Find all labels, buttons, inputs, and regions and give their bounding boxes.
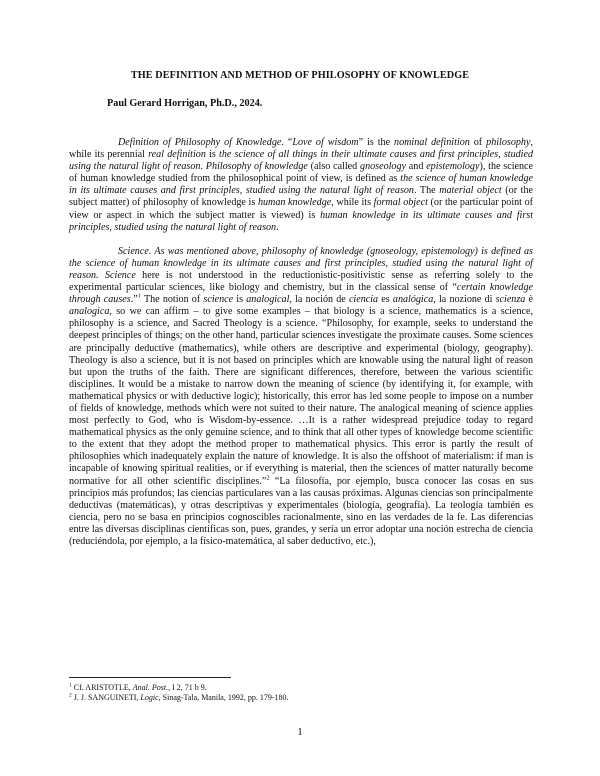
page-number: 1 (297, 726, 303, 738)
footnotes (69, 683, 533, 704)
text-span: is (205, 149, 220, 161)
footnote-1 (69, 683, 533, 693)
text-span: , Sinag-Tala, Manila, 1992, pp. 179-180. (158, 693, 289, 703)
text-span: (also called (307, 161, 361, 173)
text-span: human knowledge in its ultimate causes and first principles, studied using the natural light of reason (69, 209, 533, 233)
text-span: The notion of (140, 294, 204, 306)
footnote-divider (69, 677, 231, 678)
paragraph-definition (69, 137, 533, 234)
text-span: , I 2, 71 b 9. (168, 683, 207, 692)
text-span: scienza (495, 294, 526, 306)
text-span: philosophy (486, 137, 531, 148)
footnote-number: 1 (69, 682, 72, 689)
text-span: analogica (69, 306, 110, 318)
text-span: ciencia (348, 294, 379, 306)
text-span: Philosophy of knowledge (205, 161, 308, 173)
body-text (69, 137, 533, 560)
text-span: “La filosofía, por ejemplo, busca conocer las cosas en sus principios más profundos; las ciencias particulares van a las causas próximas. Algunas ciencias son principalmente deductivas (matemáticas), y otras descriptivas y experimentales (biología, geografía). La teología también es ciencia, pero no se basa en principios cognoscibles racionalmente, sino en las verdades de la fe. Las diferencias entre las diversas disciplinas científicas son, pues, grandes, y sería un error adoptar una noción estrecha de ciencia (reduciéndola, por ejemplo, a la físico-matemática, al saber deductivo, etc.), (69, 475, 533, 547)
text-span: Logic (140, 693, 159, 703)
text-span: Definition of Philosophy of Knowledge (118, 137, 282, 148)
text-span: . The (413, 185, 440, 197)
text-span: the science of human knowledge in its ultimate causes and first principles, studied using the natural light of reason (69, 173, 533, 197)
text-span: J. J. SANGUINETI, (71, 693, 141, 703)
text-span: è (525, 294, 533, 306)
text-span: gnoseology (360, 161, 406, 173)
text-span: nominal definition (394, 137, 470, 148)
text-span: of (469, 137, 487, 148)
text-span: science (203, 294, 234, 306)
text-span: real definition (148, 149, 206, 161)
text-span: . (200, 161, 206, 173)
text-span: ” is the (358, 137, 395, 148)
text-span: , while its perennial (69, 137, 533, 161)
text-span: , so we can affirm – to give some examples – that biology is a science, mathematics is a science, philosophy is a science, and Sacred Theology is a science. “Philosophy, for example, seeks to understand the deepest principles of things; on the other hand, particular sciences investigate the proximate causes. Some sciences are principally deductive (mathematics), while others are descriptive and experimental (biology, geography). Theology is also a science, but it is not based on principles which are knowable using the natural light of reason but upon the truths of the faith. There are significant differences, therefore, between the various scientific disciplines. It would be a mistake to narrow down the meaning of science (by identifying it, for example, with mathematical physics or with deductive logic); historically, this error has led some people to impose on a number of fields of knowledge, methods which were not suited to their nature. The analogical meaning of science applies most perfectly to God, who is Wisdom-by-essence. …It is a rather widespread prejudice today to regard mathematical physics as the only genuine science, and to think that all other types of knowledge become scientific to the extent that they adopt the method proper to mathematical physics. This error is partly the result of philosophies which inadequately explain the nature of knowledge. It is also the offshoot of materialism: if man is incapable of knowing spiritual realities, or if everything is material, then the sciences of matter naturally become normative for all other scientific disciplines.” (69, 306, 533, 487)
footnote-ref-1[interactable]: 1 (137, 292, 141, 300)
text-span: material object (439, 185, 502, 197)
text-span: , la noción de (289, 294, 349, 306)
text-span: and (406, 161, 427, 173)
text-span: Love of wisdom (292, 137, 359, 148)
text-span: Anal. Post. (132, 683, 169, 692)
text-span: es (378, 294, 393, 306)
text-span: . “ (281, 137, 293, 148)
text-span: Cf. ARISTOTLE, (71, 683, 133, 692)
text-span: formal object (373, 197, 428, 209)
text-span: the science of all things in their ultimate causes and first principles, studied using the natural light of reason (69, 149, 533, 173)
document-title: THE DEFINITION AND METHOD OF PHILOSOPHY OF KNOWLEDGE (130, 70, 470, 81)
footnote-ref-2[interactable]: 2 (266, 474, 270, 482)
text-span: human knowledge (257, 197, 332, 209)
footnote-2 (69, 693, 533, 703)
text-span: .” (130, 294, 138, 306)
text-span: ), the science of human knowledge studied from the philosophical point of view, is defined as (69, 161, 534, 185)
text-span: (or the subject matter) of philosophy of knowledge is (69, 185, 533, 209)
footnote-number: 2 (69, 692, 72, 699)
text-span: (or the particular point of view or aspect in which the subject matter is viewed) is (69, 197, 534, 221)
text-span: Science. As was mentioned above, philosophy of knowledge (gnoseology, epistemology) is defined as the science of human knowledge in its ultimate causes and first principles, studied using the natural light of reason. Science (69, 245, 533, 281)
text-span: here is not understood in the reductionistic-positivistic sense as referring solely to the experimental particular sciences, like biology and chemistry, but in the classical sense of “ (69, 269, 533, 294)
text-span: analogical (246, 294, 290, 306)
text-span: analógica (392, 294, 434, 306)
text-span: , la nozione di (433, 294, 496, 306)
text-span: is (233, 294, 247, 306)
text-span: certain knowledge through causes (69, 282, 533, 306)
paragraph-science (69, 246, 533, 548)
text-span: . (276, 221, 279, 233)
text-span: , while its (331, 197, 374, 209)
text-span: epistemology (426, 161, 480, 173)
author-line: Paul Gerard Horrigan, Ph.D., 2024. (107, 98, 263, 109)
